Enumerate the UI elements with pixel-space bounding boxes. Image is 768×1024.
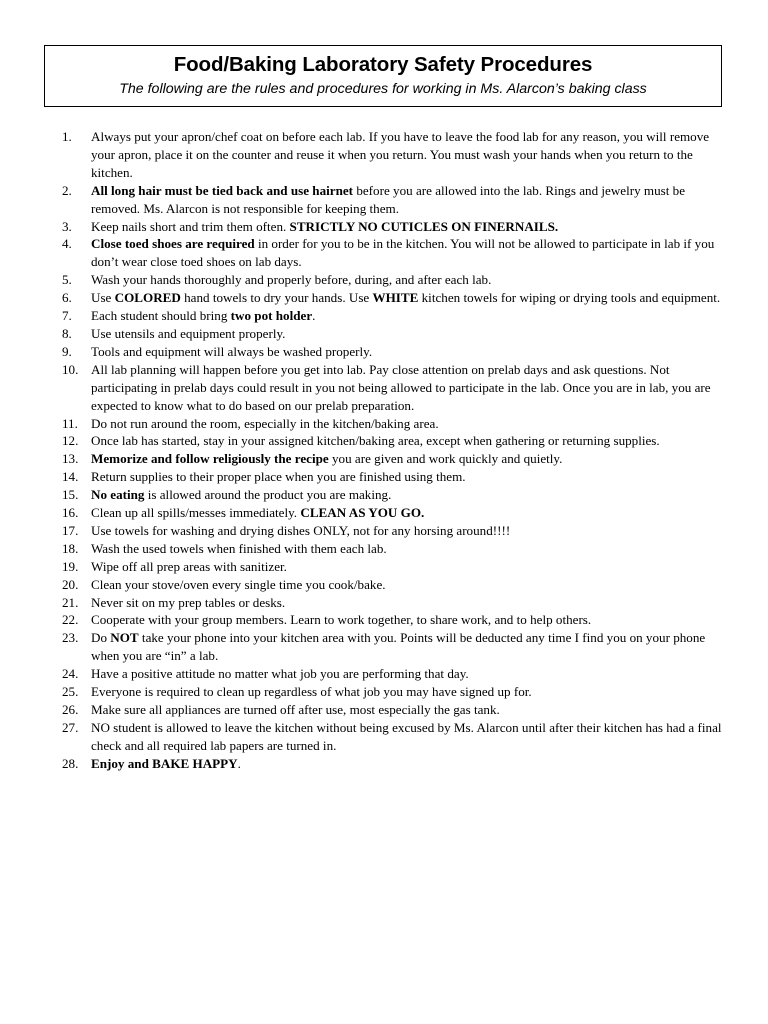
- rule-number: 26.: [62, 702, 79, 717]
- rule-emphasis: STRICTLY NO CUTICLES ON FINERNAILS.: [289, 218, 559, 234]
- rule-segment: is allowed around the product you are making.: [144, 487, 392, 503]
- rule-text: [91, 325, 732, 343]
- rule-number: 27.: [62, 719, 79, 735]
- rule-emphasis: two pot holder: [230, 308, 313, 324]
- rule-number: 18.: [62, 540, 79, 556]
- rule-segment: .: [237, 755, 241, 771]
- rule-segment: Use: [91, 290, 115, 306]
- rule-segment: Wipe off all prep areas with sanitizer.: [91, 558, 287, 574]
- rule-segment: All lab planning will happen before you get into lab. Pay close attention on prelab days and ask questions. Not participating in prelab days could result in you not being allowed to participate in the lab. Once you are in lab, you are expected to know what to do based on our prelab preparation.: [91, 361, 711, 413]
- rule-segment: Clean your stove/oven every single time you cook/bake.: [91, 576, 386, 592]
- rule-segment: Use utensils and equipment properly.: [91, 325, 286, 341]
- rule-text: [91, 665, 732, 683]
- rule-segment: Do not run around the room, especially in the kitchen/baking area.: [91, 415, 439, 431]
- rule-item: [62, 701, 732, 719]
- rule-text: [91, 576, 732, 594]
- rule-number: 13.: [62, 451, 79, 467]
- rule-text: [91, 611, 732, 629]
- rule-segment: Use towels for washing and drying dishes ONLY, not for any horsing around!!!!: [91, 522, 511, 538]
- rule-item: [62, 218, 732, 236]
- rule-item: [62, 415, 732, 433]
- rule-item: [62, 558, 732, 576]
- rule-item: [62, 719, 732, 755]
- rule-number: 4.: [62, 236, 72, 252]
- rule-text: [91, 701, 732, 719]
- rule-item: [62, 576, 732, 594]
- rules-list: [62, 128, 732, 773]
- rule-item: [62, 128, 732, 182]
- rule-number: 5.: [62, 272, 72, 288]
- rule-item: [62, 468, 732, 486]
- rule-item: [62, 289, 732, 307]
- rule-item: [62, 504, 732, 522]
- rule-item: [62, 235, 732, 271]
- rule-text: [91, 719, 732, 755]
- rule-number: 11.: [62, 415, 78, 431]
- rule-emphasis: No eating: [91, 487, 145, 503]
- rule-text: [91, 450, 732, 468]
- rule-number: 21.: [62, 594, 79, 610]
- rule-text: [91, 522, 732, 540]
- rule-segment: you are given and work quickly and quietly.: [328, 451, 563, 467]
- rule-item: [62, 343, 732, 361]
- rule-segment: Always put your apron/chef coat on before each lab. If you have to leave the food lab for any reason, you will remove your apron, place it on the counter and reuse it when you return. You must wash your hands when you return to the kitchen.: [91, 129, 710, 180]
- rule-item: [62, 486, 732, 504]
- rule-emphasis: Memorize and follow religiously the recipe: [91, 451, 329, 467]
- rule-emphasis: Close toed shoes are required: [91, 236, 255, 252]
- rule-number: 3.: [62, 218, 72, 234]
- rule-segment: Cooperate with your group members. Learn to work together, to share work, and to help others.: [91, 612, 592, 628]
- rule-text: [91, 683, 732, 701]
- rule-segment: Do: [91, 630, 111, 646]
- rule-text: [91, 271, 732, 289]
- rule-item: [62, 665, 732, 683]
- rule-number: 19.: [62, 558, 79, 574]
- rule-text: [91, 432, 732, 450]
- rule-segment: Wash your hands thoroughly and properly before, during, and after each lab.: [91, 272, 492, 288]
- rule-text: [91, 218, 732, 236]
- rule-segment: hand towels to dry your hands. Use: [180, 290, 373, 306]
- rule-text: [91, 307, 732, 325]
- rule-text: [91, 558, 732, 576]
- rule-segment: NO student is allowed to leave the kitchen without being excused by Ms. Alarcon until after their kitchen has had a final check and all required lab papers are turned in.: [91, 719, 722, 753]
- title-box: [44, 45, 722, 107]
- rule-number: 14.: [62, 469, 79, 485]
- rule-segment: Tools and equipment will always be washed properly.: [91, 343, 373, 359]
- rule-number: 2.: [62, 182, 72, 198]
- rule-item: [62, 450, 732, 468]
- rule-segment: kitchen towels for wiping or drying tools and equipment.: [418, 290, 721, 306]
- rule-item: [62, 361, 732, 415]
- rule-segment: .: [312, 308, 316, 324]
- rule-item: [62, 755, 732, 773]
- rule-number: 22.: [62, 612, 79, 628]
- rule-text: [91, 755, 732, 773]
- rule-text: [91, 235, 732, 271]
- rule-item: [62, 540, 732, 558]
- rule-item: [62, 683, 732, 701]
- page-subtitle: The following are the rules and procedures for working in Ms. Alarcon’s baking class: [119, 81, 647, 97]
- rule-segment: take your phone into your kitchen area with you. Points will be deducted any time I find you on your phone when you are “in” a lab.: [91, 630, 706, 664]
- rule-item: [62, 307, 732, 325]
- rule-number: 23.: [62, 630, 79, 646]
- rule-number: 20.: [62, 576, 79, 592]
- rule-number: 12.: [62, 433, 79, 449]
- rule-segment: Each student should bring: [91, 308, 231, 324]
- rule-text: [91, 504, 732, 522]
- rule-text: [91, 468, 732, 486]
- rule-segment: in order for you to be in the kitchen. You will not be allowed to participate in lab if you don’t wear close toed shoes on lab days.: [91, 236, 715, 270]
- rule-emphasis: WHITE: [372, 290, 419, 306]
- rule-text: [91, 289, 732, 307]
- rule-segment: Keep nails short and trim them often.: [91, 218, 290, 234]
- rule-number: 16.: [62, 505, 79, 521]
- rule-segment: Have a positive attitude no matter what job you are performing that day.: [91, 666, 469, 682]
- rule-number: 24.: [62, 666, 79, 682]
- rule-emphasis: All long hair must be tied back and use hairnet: [91, 182, 354, 198]
- rule-text: [91, 343, 732, 361]
- rule-text: [91, 594, 732, 612]
- rule-text: [91, 540, 732, 558]
- rule-segment: Make sure all appliances are turned off after use, most especially the gas tank.: [91, 702, 500, 717]
- rule-segment: Wash the used towels when finished with them each lab.: [91, 540, 387, 556]
- rule-segment: Never sit on my prep tables or desks.: [91, 594, 286, 610]
- rule-segment: Clean up all spills/messes immediately.: [91, 505, 301, 521]
- rule-item: [62, 432, 732, 450]
- rule-text: [91, 629, 732, 665]
- rule-item: [62, 182, 732, 218]
- rule-number: 28.: [62, 755, 79, 771]
- rule-number: 9.: [62, 343, 72, 359]
- rule-number: 17.: [62, 522, 79, 538]
- rule-number: 8.: [62, 325, 72, 341]
- rule-text: [91, 128, 732, 182]
- rule-segment: before you are allowed into the lab. Rings and jewelry must be removed. Ms. Alarcon is not responsible for keeping them.: [91, 182, 686, 216]
- rule-number: 10.: [62, 361, 79, 377]
- rule-text: [91, 486, 732, 504]
- rule-number: 6.: [62, 290, 72, 306]
- rule-segment: Return supplies to their proper place when you are finished using them.: [91, 469, 466, 485]
- rule-emphasis: CLEAN AS YOU GO.: [300, 505, 425, 521]
- rule-text: [91, 361, 732, 415]
- rule-number: 7.: [62, 308, 72, 324]
- rule-emphasis: NOT: [110, 630, 139, 646]
- rule-item: [62, 594, 732, 612]
- rule-item: [62, 271, 732, 289]
- rule-item: [62, 629, 732, 665]
- rule-emphasis: COLORED: [114, 290, 181, 306]
- rule-item: [62, 611, 732, 629]
- rule-text: [91, 182, 732, 218]
- rule-number: 25.: [62, 684, 79, 700]
- page-title: Food/Baking Laboratory Safety Procedures: [173, 53, 593, 76]
- rule-segment: Once lab has started, stay in your assigned kitchen/baking area, except when gathering or returning supplies.: [91, 433, 660, 449]
- rule-item: [62, 522, 732, 540]
- rule-text: [91, 415, 732, 433]
- rule-emphasis: Enjoy and BAKE HAPPY: [91, 755, 238, 771]
- rule-number: 1.: [62, 129, 72, 144]
- rule-segment: Everyone is required to clean up regardless of what job you may have signed up for.: [91, 684, 532, 700]
- rule-item: [62, 325, 732, 343]
- rule-number: 15.: [62, 487, 79, 503]
